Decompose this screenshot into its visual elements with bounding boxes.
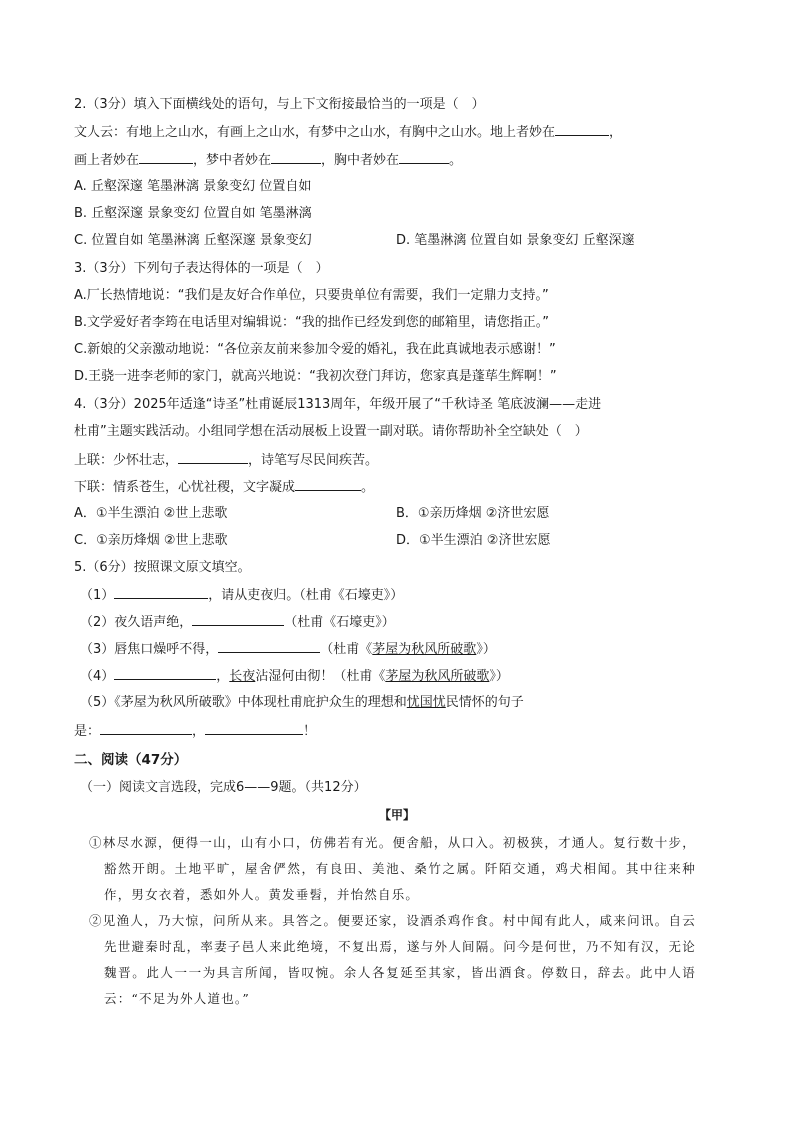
q5-4-text: 沾湿何由彻！（杜甫《 [255, 669, 386, 684]
q5-3-text: （3）唇焦口燥呼不得， [80, 642, 219, 657]
q4-option-c[interactable]: C．①亲历烽烟 ②世上悲歌 [74, 533, 228, 548]
passage-label-jia: 【甲】 [378, 808, 415, 822]
q4-option-d[interactable]: D．①半生漂泊 ②济世宏愿 [396, 533, 551, 548]
q5-5-underlined: 忧国忧 [406, 695, 446, 710]
q5-item-1 [80, 586, 403, 605]
q4-lower-b: 。 [361, 480, 375, 495]
q5-3-src-end: 》） [476, 642, 496, 657]
q2-blank-1[interactable] [555, 123, 609, 136]
q5-4-num: （4） [80, 669, 115, 684]
q4-lower-a: 下联：情系苍生，心忧社稷，文字凝成 [74, 480, 296, 495]
q2-text2a: 画上者妙在 [74, 153, 140, 168]
q4-blank-1[interactable] [178, 451, 248, 464]
q2-option-c[interactable]: C. 位置自如 笔墨淋漓 丘壑深邃 景象变幻 [74, 233, 312, 248]
q3-stem: 3.（3分）下列句子表达得体的一项是（ ） [74, 261, 329, 276]
q5-item-4 [80, 667, 509, 686]
q5-5-text-b: 民情怀的句子 [445, 695, 524, 710]
q5-6-end: ！ [303, 724, 317, 739]
q5-item-5 [80, 694, 524, 712]
q2-blank-3[interactable] [271, 151, 321, 164]
q5-1-num: （1） [80, 588, 115, 603]
q4-stem-line2: 杜甫”主题实践活动。小组同学想在活动展板上设置一副对联。请你帮助补全空缺处（ ） [74, 424, 588, 439]
q4-lower-couplet [74, 478, 374, 497]
q2-option-d[interactable]: D. 笔墨淋漓 位置自如 景象变幻 丘壑深邃 [396, 233, 635, 248]
q2-option-a[interactable]: A. 丘壑深邃 笔墨淋漓 景象变幻 位置自如 [74, 179, 312, 194]
q5-item-5-answer [74, 722, 316, 741]
section-sub-classical: （一）阅读文言选段，完成6——9题。（共12分） [80, 780, 367, 795]
q4-blank-2[interactable] [295, 478, 361, 491]
q4-option-b[interactable]: B．①亲历烽烟 ②济世宏愿 [396, 506, 550, 521]
q2-text-line1 [74, 123, 622, 142]
q5-blank-2[interactable] [192, 613, 284, 626]
q2-stem: 2.（3分）填入下面横线处的语句，与上下文衔接最恰当的一项是（ ） [74, 97, 485, 112]
q5-blank-6[interactable] [205, 722, 303, 735]
q2-option-b[interactable]: B. 丘壑深邃 景象变幻 位置自如 笔墨淋漓 [74, 206, 312, 221]
q4-upper-b: ，诗笔写尽民间疾苦。 [248, 453, 379, 468]
q5-item-3 [80, 640, 496, 659]
q5-blank-4[interactable] [114, 667, 216, 680]
q4-upper-couplet [74, 451, 378, 470]
q2-text2d: 。 [449, 153, 463, 168]
q2-text1b: ， [609, 125, 623, 140]
q2-text2c: ，胸中者妙在 [321, 153, 400, 168]
classical-passage [89, 830, 696, 1012]
q5-5-text-a: （5）《茅屋为秋风所破歌》中体现杜甫庇护众生的理想和 [80, 695, 407, 710]
q2-blank-4[interactable] [399, 151, 449, 164]
q5-2-text: （2）夜久语声绝， [80, 615, 193, 630]
passage-paragraph-1: ①林尽水源，便得一山，山有小口，仿佛若有光。便舍船，从口入。初极狭，才通人。复行数十步，豁然开朗。土地平旷，屋舍俨然，有良田、美池、桑竹之属。阡陌交通，鸡犬相闻。其中往来种作，男女衣着，悉如外人。黄发垂髫，并怡然自乐。 [89, 835, 696, 902]
q5-blank-5[interactable] [100, 722, 192, 735]
q5-blank-3[interactable] [218, 640, 320, 653]
q5-4-underlined: 长夜 [229, 669, 256, 684]
q3-option-a[interactable]: A.厂长热情地说：“我们是友好合作单位，只要贵单位有需要，我们一定鼎力支持。” [74, 288, 549, 303]
q5-3-src-a: （杜甫《 [320, 642, 373, 657]
q5-item-2 [80, 613, 395, 632]
q5-6-prefix: 是： [74, 724, 101, 739]
q5-6-comma: ， [192, 724, 206, 739]
q5-1-text: ，请从吏夜归。（杜甫《石壕吏》） [208, 588, 404, 603]
q5-3-src-title: 茅屋为秋风所破歌 [372, 642, 477, 657]
section-title-reading: 二、阅读（47分） [74, 752, 188, 768]
q3-option-b[interactable]: B.文学爱好者李筠在电话里对编辑说：“我的拙作已经发到您的邮箱里，请您指正。” [74, 315, 550, 330]
q4-upper-a: 上联：少怀壮志， [74, 453, 179, 468]
q2-text-line2 [74, 151, 462, 170]
q5-4-src-end: 》） [489, 669, 509, 684]
passage-paragraph-2: ②见渔人，乃大惊，问所从来。具答之。便要还家，设酒杀鸡作食。村中闻有此人，咸来问讯。自云先世避秦时乱，率妻子邑人来此绝境，不复出焉，遂与外人间隔。问今是何世，乃不知有汉，无论魏晋。此人一一为具言所闻，皆叹惋。余人各复延至其家，皆出酒食。停数日，辞去。此中人语云：“不足为外人道也。” [89, 913, 696, 1006]
q5-stem: 5.（6分）按照课文原文填空。 [74, 560, 251, 575]
q2-text2b: ，梦中者妙在 [193, 153, 272, 168]
q3-option-c[interactable]: C.新娘的父亲激动地说：“各位亲友前来参加令爱的婚礼，我在此真诚地表示感谢！” [74, 342, 556, 357]
q5-4-comma: ， [216, 669, 230, 684]
q2-text1a: 文人云：有地上之山水，有画上之山水，有梦中之山水，有胸中之山水。地上者妙在 [74, 125, 556, 140]
q3-option-d[interactable]: D.王骁一进李老师的家门，就高兴地说：“我初次登门拜访，您家真是蓬荜生辉啊！” [74, 369, 557, 384]
q5-blank-1[interactable] [114, 586, 208, 599]
q5-2-source: （杜甫《石壕吏》） [284, 615, 395, 630]
q5-4-src-title: 茅屋为秋风所破歌 [385, 669, 490, 684]
q4-option-a[interactable]: A．①半生漂泊 ②世上悲歌 [74, 506, 228, 521]
q2-blank-2[interactable] [139, 151, 193, 164]
q4-stem-line1: 4.（3分）2025年适逢“诗圣”杜甫诞辰1313周年，年级开展了“千秋诗圣 笔底波澜——走进 [74, 397, 602, 412]
